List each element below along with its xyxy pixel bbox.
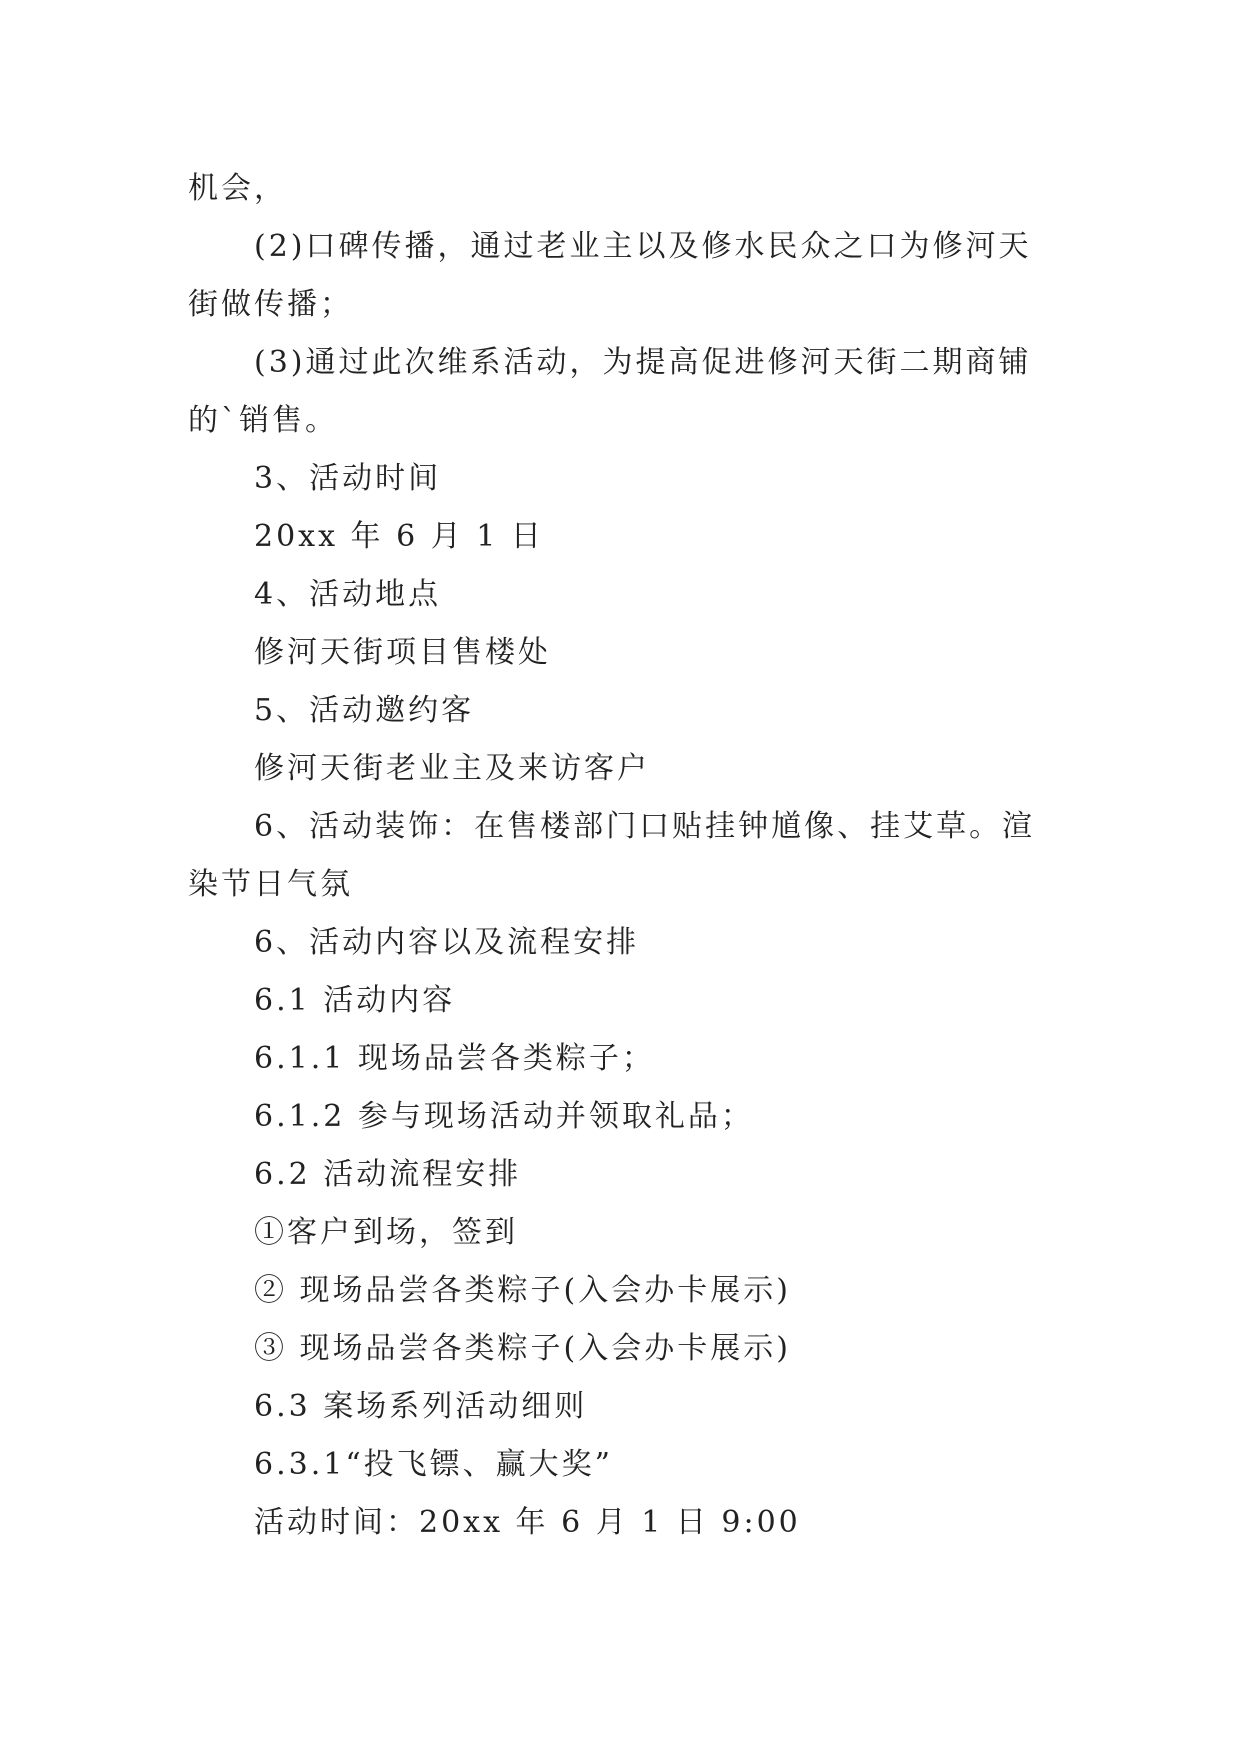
list-item: ③ 现场品尝各类粽子(入会办卡展示) xyxy=(254,1331,791,1366)
text-line: 修河天街项目售楼处 xyxy=(254,635,551,670)
document-body xyxy=(188,160,1058,1552)
subsection-heading: 6.1 活动内容 xyxy=(254,983,456,1018)
section-heading: 6、活动装饰：在售楼部门口贴挂钟馗像、挂艾草。渲 xyxy=(254,809,1036,844)
subsection-heading: 6.2 活动流程安排 xyxy=(254,1157,522,1192)
section-heading: 6、活动内容以及流程安排 xyxy=(254,925,640,960)
section-heading: 3、活动时间 xyxy=(254,461,442,496)
section-heading: 4、活动地点 xyxy=(254,577,442,612)
text-line: 20xx 年 6 月 1 日 xyxy=(254,519,544,554)
text-line: 的`销售。 xyxy=(188,403,338,438)
subsection-heading: 6.3 案场系列活动细则 xyxy=(254,1389,588,1424)
text-line: 街做传播； xyxy=(188,287,353,322)
text-line: (3)通过此次维系活动，为提高促进修河天街二期商铺 xyxy=(254,345,1032,380)
text-line: 6.1.2 参与现场活动并领取礼品； xyxy=(254,1099,754,1134)
text-line: 修河天街老业主及来访客户 xyxy=(254,751,650,786)
text-line: 染节日气氛 xyxy=(188,867,353,902)
text-line: 活动时间：20xx 年 6 月 1 日 9:00 xyxy=(254,1505,801,1540)
section-heading: 5、活动邀约客 xyxy=(254,693,475,728)
text-line: 机会， xyxy=(188,171,287,206)
text-line: (2)口碑传播，通过老业主以及修水民众之口为修河天 xyxy=(254,229,1032,264)
text-line: 6.3.1“投飞镖、赢大奖” xyxy=(254,1447,614,1482)
text-line: 6.1.1 现场品尝各类粽子； xyxy=(254,1041,655,1076)
list-item: ①客户到场，签到 xyxy=(254,1215,518,1250)
list-item: ② 现场品尝各类粽子(入会办卡展示) xyxy=(254,1273,791,1308)
